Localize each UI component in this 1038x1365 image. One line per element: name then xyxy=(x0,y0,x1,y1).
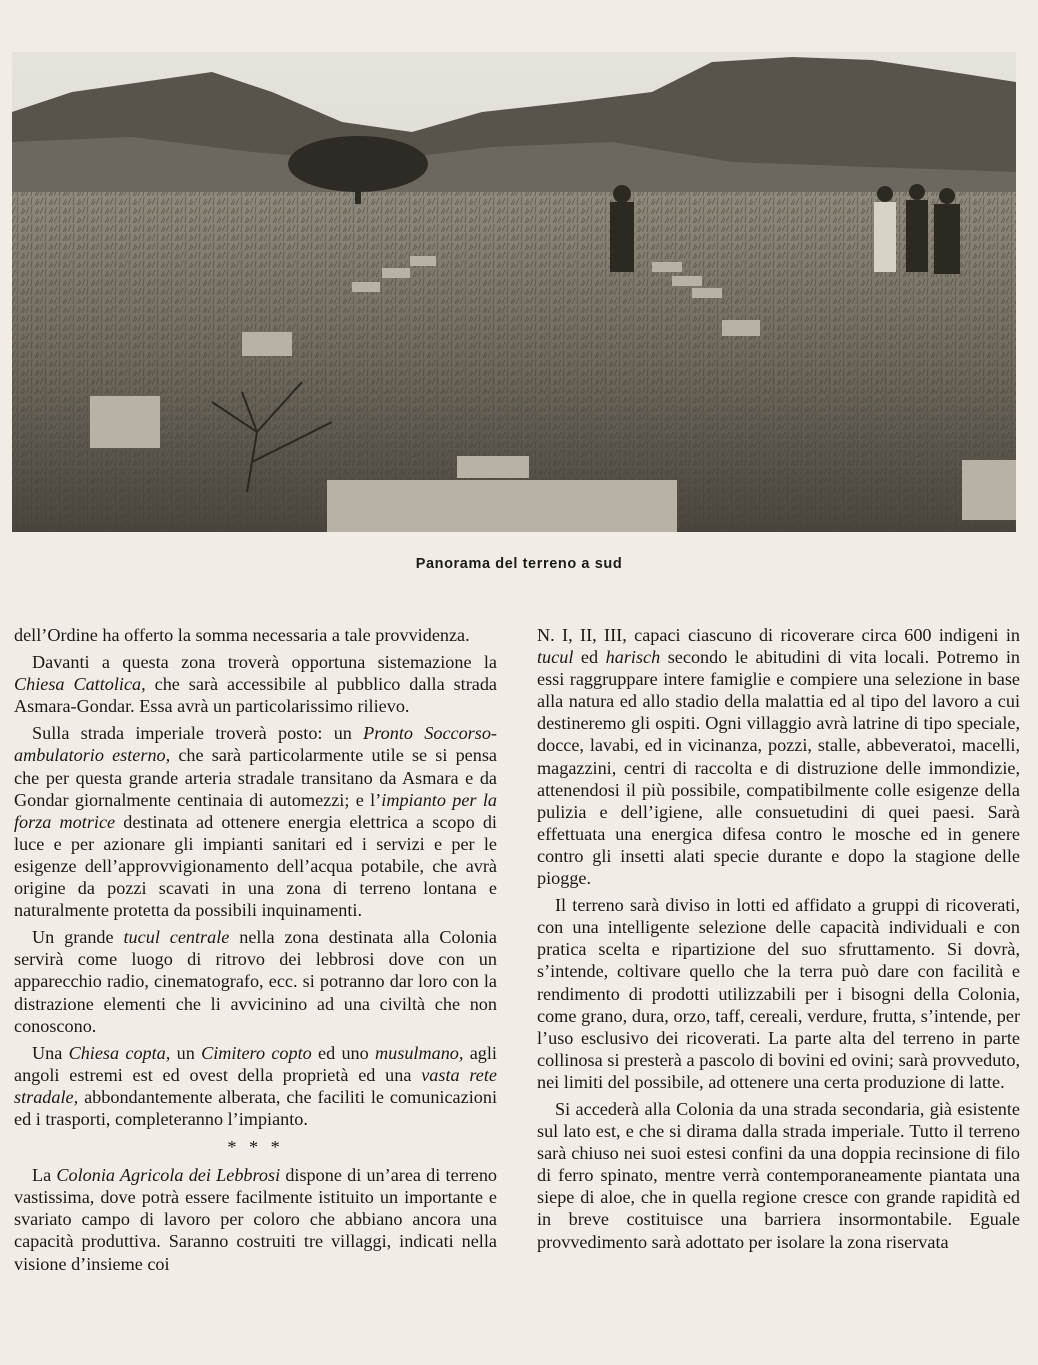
landscape-photo-image xyxy=(12,52,1016,532)
paragraph: N. I, II, III, capaci ciascuno di ricoverare circa 600 indigeni in tucul ed harisch secondo le abitudini di vita locali. Potremo in essi raggruppare intere famiglie e compiere una selezione in base alla natura ed allo stadio della malattia ed al tipo del lavoro a cui destineremo gli ospiti. Ogni villaggio avrà latrine di tipo speciale, docce, lavabi, ed in vicinanza, pozzi, stalle, abbeveratoi, macelli, magazzini, centri di raccolta e di distruzione delle immondizie, attenendosi il più possibile, compatibilmente colle esigenze della pulizia e dell’igiene, alle consuetudini di quei paesi. Sarà effettuata una energica difesa contro le mosche ed in genere contro gli insetti alati specie durante e dopo la stagione delle piogge. xyxy=(537,625,1021,889)
photo-caption: Panorama del terreno a sud xyxy=(415,556,623,572)
section-separator: * * * xyxy=(227,1137,284,1158)
paragraph: Un grande tucul centrale nella zona destinata alla Colonia servirà come luogo di ritrovo dei lebbrosi dove con un apparecchio radio, cinematografo, ecc. si potranno dar loro con la distrazione elementi che li avvicinino ad una civiltà che non conoscono. xyxy=(14,927,497,1036)
paragraph: Davanti a questa zona troverà opportuna sistemazione la Chiesa Cattolica, che sarà accessibile al pubblico dalla strada Asmara-Gondar. Essa avrà un particolarissimo rilievo. xyxy=(14,652,498,717)
left-column xyxy=(14,624,497,1280)
right-column xyxy=(537,624,1020,1258)
paragraph: La Colonia Agricola dei Lebbrosi dispone di un’area di terreno vastissima, dove potrà essere facilmente istituito un importante e svariato campo di lavoro per coloro che abbiano ancora una capacità produttiva. Saranno costruiti tre villaggi, indicati nella visione d’insieme coi xyxy=(14,1165,498,1274)
paragraph: Una Chiesa copta, un Cimitero copto ed uno musulmano, agli angoli estremi est ed ovest della proprietà ed una vasta rete stradale, abbondantemente alberata, che faciliti le comunicazioni ed i trasporti, completeranno l’impianto. xyxy=(14,1042,497,1129)
landscape-photo xyxy=(12,52,1016,532)
paragraph: Si accederà alla Colonia da una strada secondaria, già esistente sul lato est, e che si dirama dalla strada imperiale. Tutto il terreno sarà chiuso nei suoi estesi confini da una doppia recinsione di filo di ferro spinato, mentre verrà contemporaneamente piantata una siepe di aloe, che in quella regione cresce con grande rapidità ed in breve costituisce una barriera insormontabile. Eguale provvedimento sarà adottato per isolare la zona riservata xyxy=(537,1098,1020,1252)
paragraph: Il terreno sarà diviso in lotti ed affidato a gruppi di ricoverati, con una intelligente selezione delle capacità individuali e con pratica scelta e ripartizione del suo sfruttamento. Si dovrà, s’intende, coltivare quello che la terra può dare con facilità e rendimento di prodotti utilizzabili per i bisogni della Colonia, come grano, dura, orzo, taff, cereali, verdure, frutta, s’intende, per l’uso esclusivo dei ricoverati. La parte alta del terreno in parte collinosa si presterà a pascolo di bovini ed ovini; sarà provveduto, nei limiti del possibile, ad ottenere una certa produzione di latte. xyxy=(537,895,1020,1092)
paragraph: dell’Ordine ha offerto la somma necessaria a tale provvidenza. xyxy=(14,625,470,645)
paragraph: Sulla strada imperiale troverà posto: un Pronto Soccorso-ambulatorio esterno, che sarà particolarmente utile se si pensa che per questa grande arteria stradale transitano da Asmara e da Gondar giornalmente centinaia di automezzi; e l’impianto per la forza motrice destinata ad ottenere energia elettrica a scopo di luce e per azionare gli impianti sanitari ed i servizi e per le esigenze dell’approvvigionamento dell’acqua potabile, che avrà origine da pozzi scavati in una zona di terreno lontana e naturalmente protetta da possibili inquinamenti. xyxy=(14,723,497,921)
